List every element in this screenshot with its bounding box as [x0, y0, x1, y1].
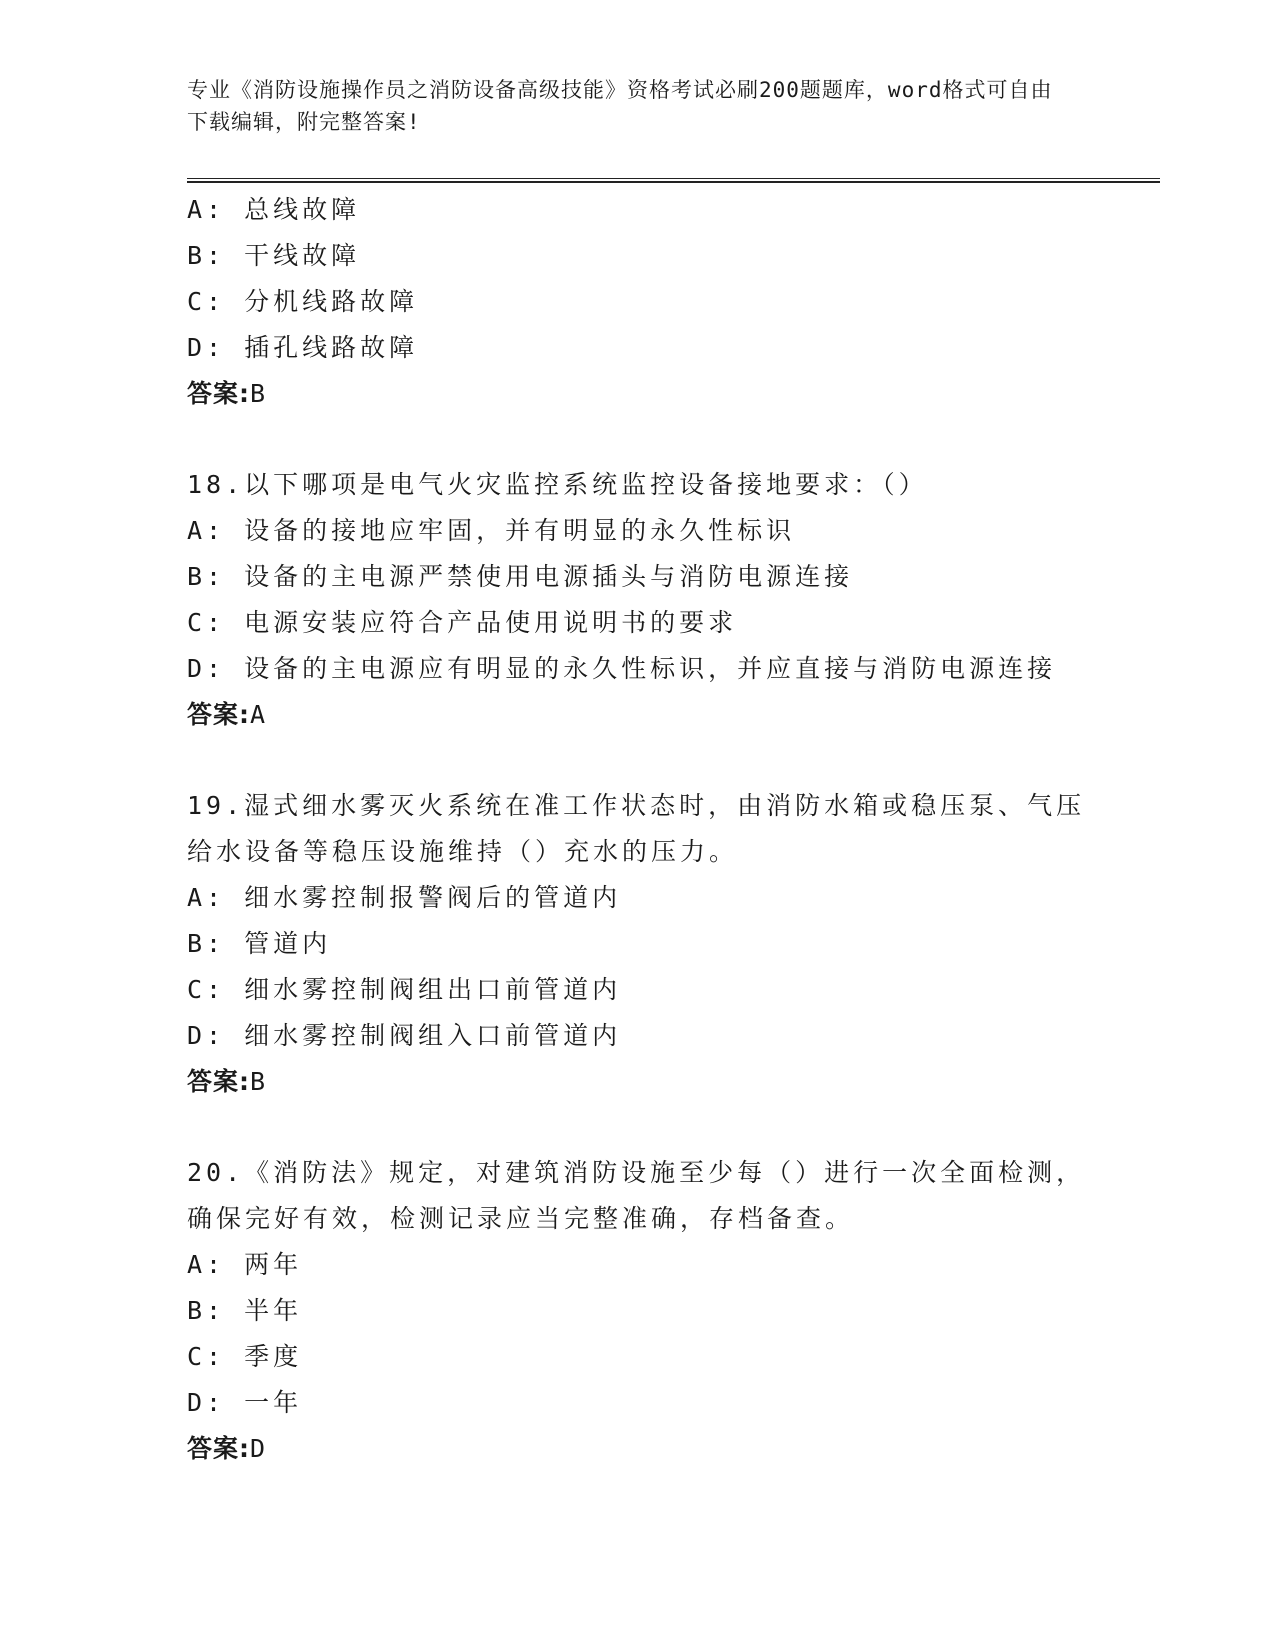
option-c: C: 细水雾控制阀组出口前管道内 — [187, 975, 622, 1004]
question-text: 19.湿式细水雾灭火系统在准工作状态时，由消防水箱或稳压泵、气压给水设备等稳压设施维持（）充水的压力。 — [187, 791, 1086, 866]
option-b: B: 管道内 — [187, 929, 332, 958]
header-divider-thick — [187, 181, 1160, 183]
answer-line — [187, 692, 1087, 738]
answer-line — [187, 1059, 1087, 1105]
option-b: B: 设备的主电源严禁使用电源插头与消防电源连接 — [187, 562, 854, 591]
option-d: D: 插孔线路故障 — [187, 333, 419, 362]
option-a: A: 设备的接地应牢固，并有明显的永久性标识 — [187, 516, 796, 545]
answer-label: 答案: — [187, 1434, 250, 1463]
answer-label: 答案: — [187, 700, 250, 729]
spacer — [187, 1105, 1087, 1150]
option-c: C: 电源安装应符合产品使用说明书的要求 — [187, 608, 738, 637]
option-b: B: 干线故障 — [187, 241, 361, 270]
option-c: C: 季度 — [187, 1342, 303, 1371]
question-list — [187, 187, 1087, 1472]
option-d: D: 一年 — [187, 1388, 303, 1417]
option-c: C: 分机线路故障 — [187, 287, 419, 316]
header-divider-thin — [187, 178, 1160, 179]
option-a: A: 细水雾控制报警阀后的管道内 — [187, 883, 622, 912]
answer-value: B — [250, 1067, 267, 1096]
option-a: A: 两年 — [187, 1250, 303, 1279]
option-b: B: 半年 — [187, 1296, 303, 1325]
question-text: 20.《消防法》规定，对建筑消防设施至少每（）进行一次全面检测，确保完好有效，检测记录应当完整准确，存档备查。 — [187, 1158, 1086, 1233]
question-block-18 — [187, 462, 1087, 738]
answer-label: 答案: — [187, 1067, 250, 1096]
answer-value: B — [250, 379, 267, 408]
question-block-19 — [187, 783, 1087, 1105]
answer-value: D — [250, 1434, 267, 1463]
option-d: D: 设备的主电源应有明显的永久性标识，并应直接与消防电源连接 — [187, 654, 1057, 683]
answer-line — [187, 371, 1087, 417]
option-a: A: 总线故障 — [187, 195, 361, 224]
answer-value: A — [250, 700, 267, 729]
spacer — [187, 738, 1087, 783]
document-header: 专业《消防设施操作员之消防设备高级技能》资格考试必刷200题题库，word格式可自由下载编辑，附完整答案! — [187, 78, 1053, 134]
question-text: 18.以下哪项是电气火灾监控系统监控设备接地要求：（） — [187, 470, 928, 499]
answer-label: 答案: — [187, 379, 250, 408]
question-block-17 — [187, 187, 1087, 417]
spacer — [187, 417, 1087, 462]
question-block-20 — [187, 1150, 1087, 1472]
answer-line — [187, 1426, 1087, 1472]
option-d: D: 细水雾控制阀组入口前管道内 — [187, 1021, 622, 1050]
